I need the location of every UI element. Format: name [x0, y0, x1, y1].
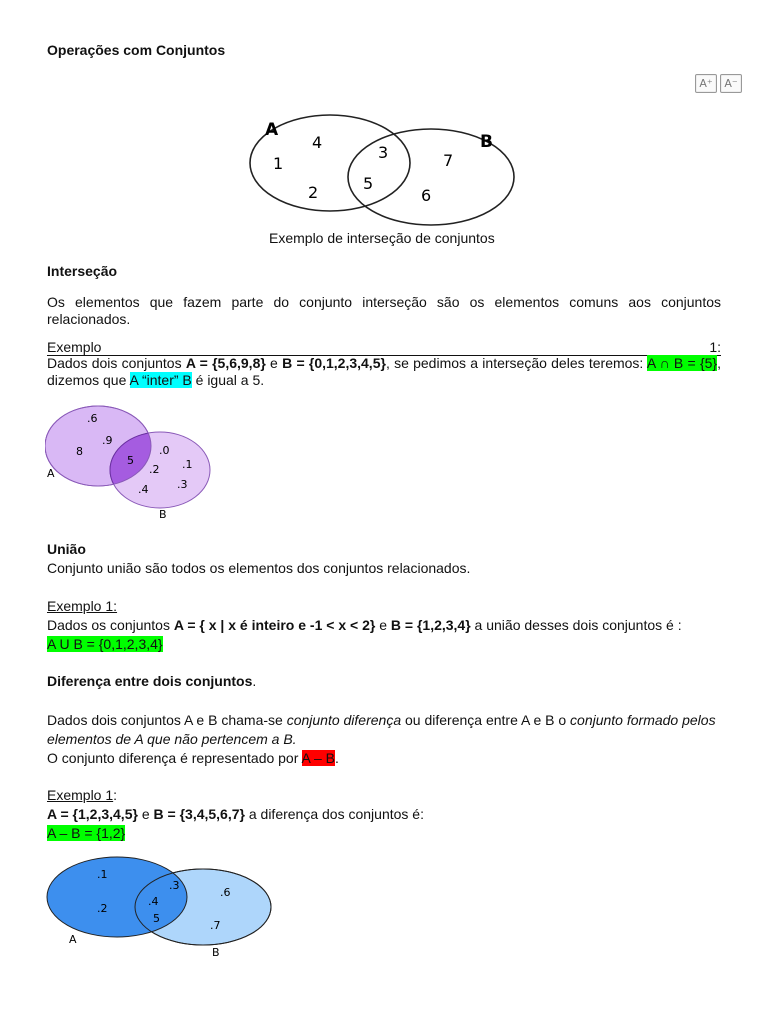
intersection-definition: Os elementos que fazem parte do conjunto interseção são os elementos comuns aos conjuntos relacionados.	[47, 294, 721, 327]
font-size-controls	[695, 74, 742, 93]
element-4: 4	[312, 133, 323, 152]
difference-definition: Dados dois conjuntos A e B chama-se conjunto diferença ou diferença entre A e B o conjunto formado pelos elementos de A que não pertencem a B. O conjunto diferença é representado por A – B.	[47, 712, 716, 766]
element-3: .3	[169, 879, 180, 892]
element-9: .9	[102, 434, 113, 447]
element-2: .2	[97, 902, 108, 915]
element-3: .3	[177, 478, 188, 491]
element-8: 8	[76, 445, 83, 458]
set-a-circle	[47, 857, 187, 937]
element-5: 5	[127, 454, 134, 467]
element-1: .1	[182, 458, 193, 471]
element-4: .4	[138, 483, 149, 496]
increase-font-button[interactable]: A⁺	[695, 74, 717, 93]
section-heading-difference: Diferença entre dois conjuntos.	[47, 673, 257, 689]
element-5: 5	[363, 174, 374, 193]
union-result-highlight: A U B = {0,1,2,3,4}	[47, 636, 163, 652]
set-a-label: A	[47, 467, 55, 480]
set-b-definition: B = {1,2,3,4}	[390, 617, 471, 633]
definition-italic: conjunto formado pelos elementos de A que não pertencem a B.	[47, 712, 716, 747]
term-conjunto-diferenca: conjunto diferença	[286, 712, 402, 728]
set-b-label: B	[480, 132, 493, 152]
set-a-definition: A = {1,2,3,4,5}	[47, 806, 138, 822]
element-6: .6	[87, 412, 98, 425]
element-0: .0	[159, 444, 170, 457]
example-header-row	[47, 340, 721, 356]
venn-diagram-blue	[45, 852, 280, 964]
set-b-label: B	[212, 946, 220, 959]
set-b-definition: B = {0,1,2,3,4,5}	[282, 355, 386, 371]
element-3: 3	[378, 143, 389, 162]
union-definition: Conjunto união são todos os elementos dos conjuntos relacionados.	[47, 560, 471, 576]
union-example-label: Exemplo 1:	[47, 598, 118, 614]
element-4: .4	[148, 895, 159, 908]
element-7: .7	[210, 919, 221, 932]
element-2: .2	[149, 463, 160, 476]
venn-diagram-intersection	[245, 110, 525, 230]
difference-example-text: A = {1,2,3,4,5} e B = {3,4,5,6,7} a diferença dos conjuntos é:	[47, 806, 424, 822]
difference-example-label: Exemplo 1:	[47, 787, 118, 803]
element-5: 5	[153, 912, 160, 925]
element-6: .6	[220, 886, 231, 899]
element-1: 1	[273, 154, 284, 173]
set-a-definition: A = { x | x é inteiro e -1 < x < 2}	[173, 617, 376, 633]
element-1: .1	[97, 868, 108, 881]
intersection-example-text: Dados dois conjuntos A = {5,6,9,8} e B = {0,1,2,3,4,5}, se pedimos a interseção deles teremos: A ∩ B = {5}, dizemos que A “inter” B é igual a 5.	[47, 355, 721, 388]
inter-highlight: A “inter” B	[129, 372, 192, 388]
section-heading-union: União	[47, 541, 86, 557]
section-heading-intersection: Interseção	[47, 263, 118, 279]
page-title: Operações com Conjuntos	[47, 42, 226, 58]
set-b-label: B	[159, 508, 167, 521]
set-b-definition: B = {3,4,5,6,7}	[153, 806, 245, 822]
set-a-label: A	[69, 933, 77, 946]
element-7: 7	[443, 151, 454, 170]
intersection-result-highlight: A ∩ B = {5}	[646, 355, 718, 371]
difference-result-highlight: A – B = {1,2}	[47, 825, 126, 841]
difference-notation-highlight: A – B	[301, 750, 335, 766]
element-6: 6	[421, 186, 432, 205]
venn-caption: Exemplo de interseção de conjuntos	[269, 230, 495, 246]
venn-diagram-purple	[45, 400, 220, 525]
set-a-definition: A = {5,6,9,8}	[185, 355, 266, 371]
set-a-label: A	[265, 120, 279, 140]
union-example-text: Dados os conjuntos A = { x | x é inteiro e -1 < x < 2} e B = {1,2,3,4} a união desses dois conjuntos é :	[47, 617, 682, 633]
example-number: 1:	[709, 339, 721, 355]
element-2: 2	[308, 183, 319, 202]
decrease-font-button[interactable]: A⁻	[720, 74, 742, 93]
example-label: Exemplo	[47, 339, 102, 355]
